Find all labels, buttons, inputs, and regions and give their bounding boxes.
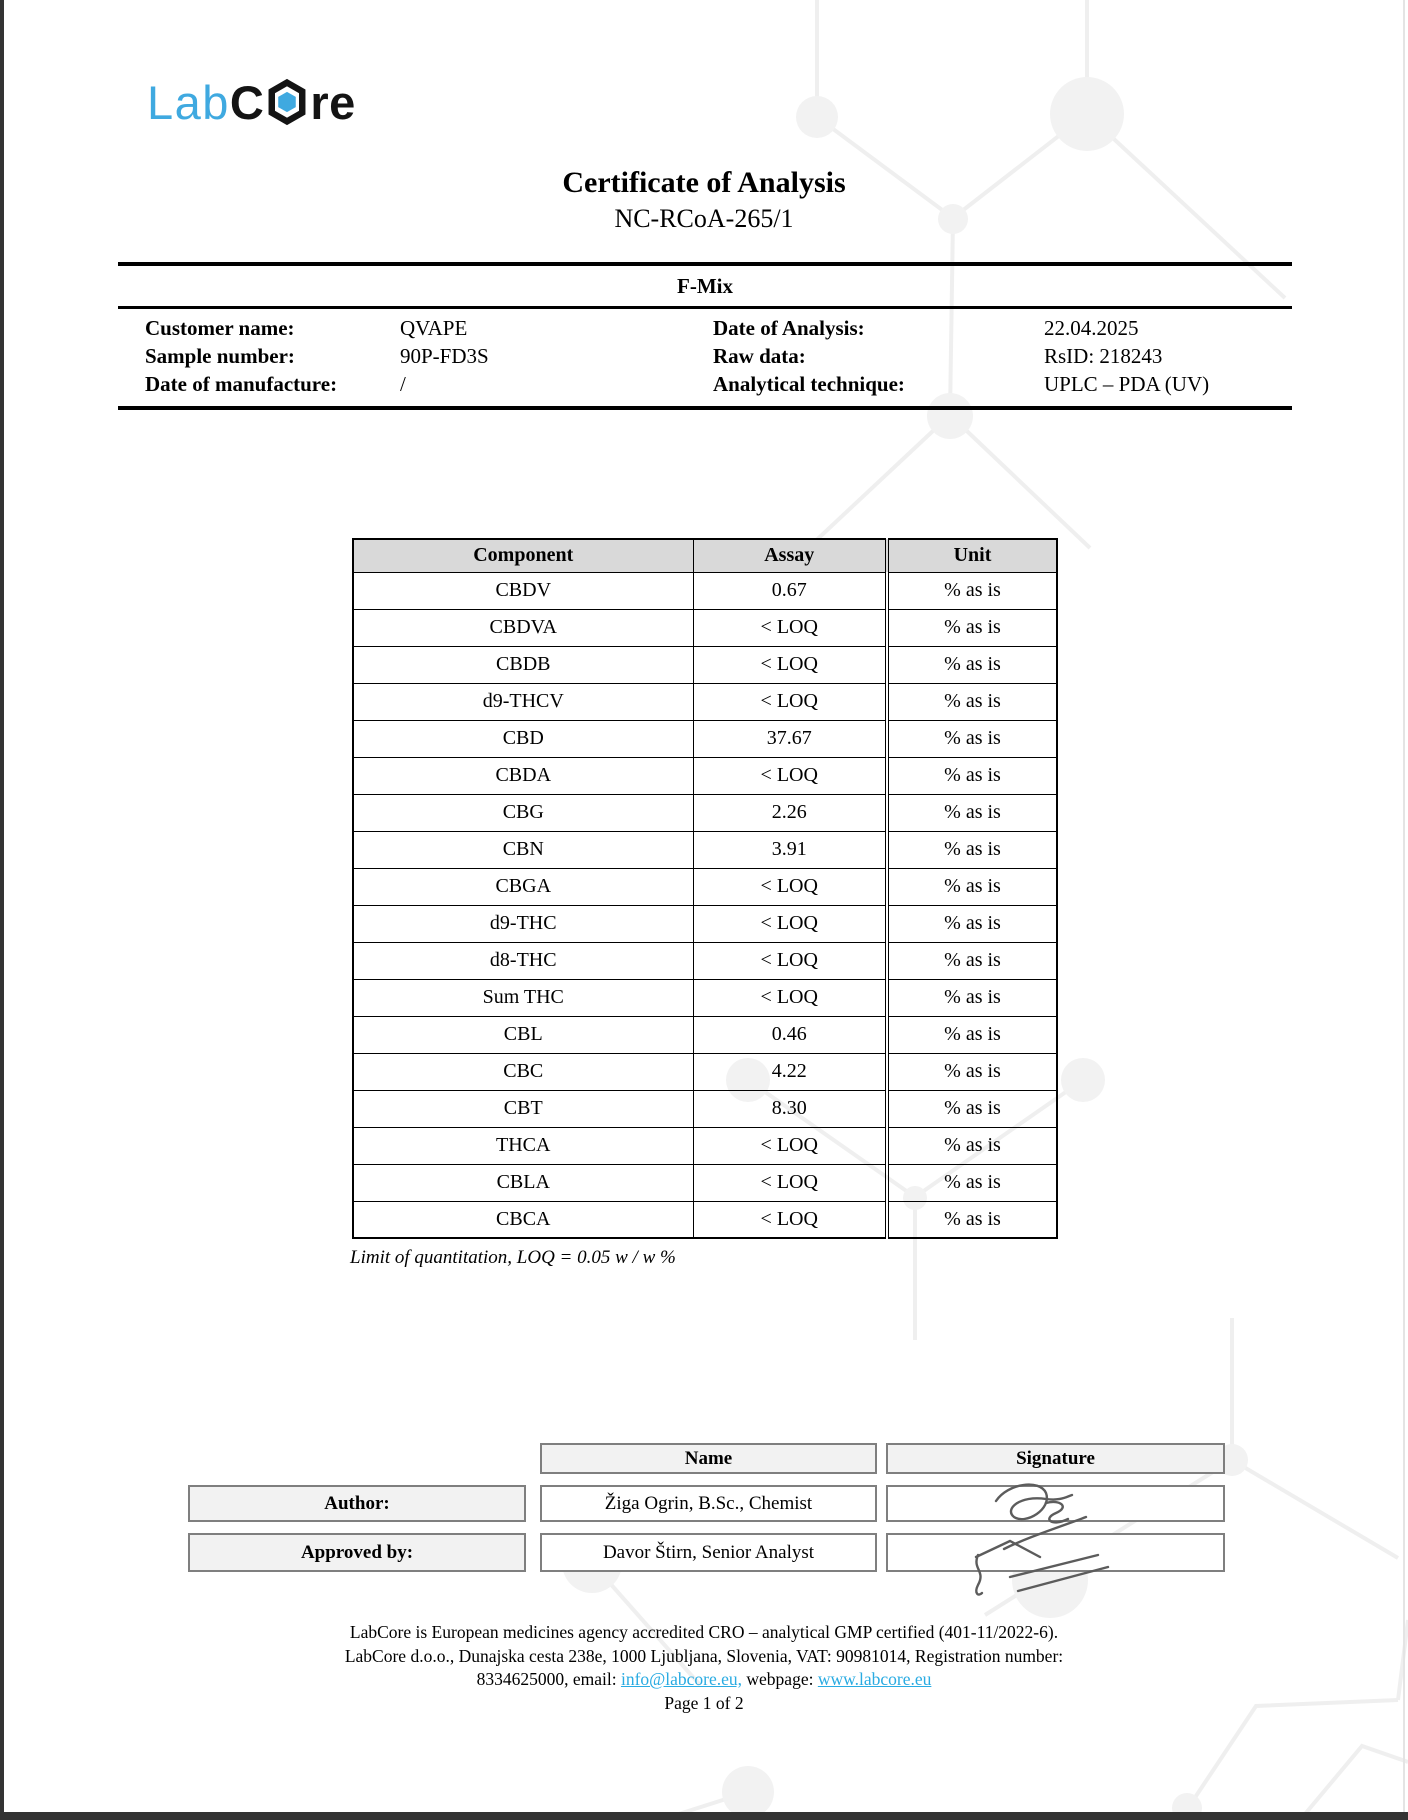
component-cell: CBCA <box>353 1201 693 1238</box>
author-name: Žiga Ogrin, B.Sc., Chemist <box>540 1485 877 1522</box>
component-cell: CBDA <box>353 757 693 794</box>
component-cell: d9-THC <box>353 905 693 942</box>
logo-core-re: re <box>310 75 356 129</box>
unit-cell: % as is <box>887 1201 1057 1238</box>
component-cell: CBL <box>353 1016 693 1053</box>
analytical-technique-label: Analytical technique: <box>713 372 905 396</box>
sample-info-grid <box>118 309 1292 406</box>
name-column-header: Name <box>540 1443 877 1474</box>
unit-cell: % as is <box>887 905 1057 942</box>
unit-cell: % as is <box>887 720 1057 757</box>
date-of-manufacture-value: / <box>400 372 406 396</box>
unit-cell: % as is <box>887 794 1057 831</box>
component-cell: CBGA <box>353 868 693 905</box>
results-row-d9-THC <box>353 905 1057 942</box>
component-cell: Sum THC <box>353 979 693 1016</box>
assay-cell: < LOQ <box>693 942 887 979</box>
page-left-border <box>0 0 4 1820</box>
logo-core-text <box>229 75 356 129</box>
results-row-CBDA <box>353 757 1057 794</box>
sample-name: F-Mix <box>118 266 1292 309</box>
unit-cell: % as is <box>887 831 1057 868</box>
labcore-logo <box>147 75 356 129</box>
assay-cell: < LOQ <box>693 1201 887 1238</box>
results-row-CBD <box>353 720 1057 757</box>
component-cell: CBDVA <box>353 609 693 646</box>
date-of-manufacture-label: Date of manufacture: <box>145 372 338 396</box>
results-row-CBDB <box>353 646 1057 683</box>
author-signature-cell <box>886 1485 1225 1522</box>
logo-core-c: C <box>229 75 265 129</box>
component-cell: CBD <box>353 720 693 757</box>
results-header-row <box>353 539 1057 572</box>
footer-contact-line <box>0 1668 1408 1692</box>
results-table <box>352 538 1058 1239</box>
assay-cell: 3.91 <box>693 831 887 868</box>
results-table-body <box>353 572 1057 1238</box>
email-link[interactable]: info@labcore.eu, <box>620 1669 743 1689</box>
page-bottom-border <box>0 1812 1408 1820</box>
assay-cell: < LOQ <box>693 1164 887 1201</box>
assay-cell: 4.22 <box>693 1053 887 1090</box>
unit-cell: % as is <box>887 868 1057 905</box>
assay-cell: 37.67 <box>693 720 887 757</box>
component-cell: d8-THC <box>353 942 693 979</box>
assay-cell: < LOQ <box>693 757 887 794</box>
component-cell: CBDV <box>353 572 693 609</box>
assay-cell: < LOQ <box>693 683 887 720</box>
logo-lab-text: Lab <box>147 75 230 129</box>
assay-cell: < LOQ <box>693 609 887 646</box>
raw-data-label: Raw data: <box>713 344 806 368</box>
page-right-border <box>1403 0 1405 1820</box>
title-block <box>0 166 1408 234</box>
signature-column-header: Signature <box>886 1443 1225 1474</box>
author-label: Author: <box>188 1485 526 1522</box>
assay-cell: < LOQ <box>693 979 887 1016</box>
unit-cell: % as is <box>887 979 1057 1016</box>
signature-area <box>188 1443 1227 1583</box>
hexagon-icon <box>266 78 308 126</box>
unit-cell: % as is <box>887 757 1057 794</box>
raw-data-value: RsID: 218243 <box>1044 344 1163 368</box>
assay-cell: 0.46 <box>693 1016 887 1053</box>
document-title: Certificate of Analysis <box>562 166 846 199</box>
results-row-CBGA <box>353 868 1057 905</box>
unit-cell: % as is <box>887 1090 1057 1127</box>
approved-by-label: Approved by: <box>188 1533 526 1572</box>
component-column-header: Component <box>353 539 693 572</box>
approved-signature-cell <box>886 1533 1225 1572</box>
unit-cell: % as is <box>887 609 1057 646</box>
page-number: Page 1 of 2 <box>664 1692 744 1713</box>
date-of-analysis-value: 22.04.2025 <box>1044 316 1139 340</box>
unit-cell: % as is <box>887 572 1057 609</box>
loq-footnote: Limit of quantitation, LOQ = 0.05 w / w % <box>350 1247 676 1268</box>
component-cell: CBG <box>353 794 693 831</box>
component-cell: THCA <box>353 1127 693 1164</box>
results-row-CBC <box>353 1053 1057 1090</box>
unit-cell: % as is <box>887 1127 1057 1164</box>
assay-cell: < LOQ <box>693 868 887 905</box>
results-row-CBL <box>353 1016 1057 1053</box>
sample-info-table <box>118 262 1292 410</box>
component-cell: d9-THCV <box>353 683 693 720</box>
assay-cell: 8.30 <box>693 1090 887 1127</box>
customer-name-label: Customer name: <box>145 316 295 340</box>
results-row-CBDVA <box>353 609 1057 646</box>
results-row-CBG <box>353 794 1057 831</box>
unit-cell: % as is <box>887 1053 1057 1090</box>
results-row-d8-THC <box>353 942 1057 979</box>
unit-column-header: Unit <box>887 539 1057 572</box>
footer-address-line: LabCore d.o.o., Dunajska cesta 238e, 1000 Ljubljana, Slovenia, VAT: 90981014, Registration number: <box>344 1645 1064 1666</box>
document-number: NC-RCoA-265/1 <box>614 204 794 233</box>
assay-cell: 2.26 <box>693 794 887 831</box>
component-cell: CBT <box>353 1090 693 1127</box>
unit-cell: % as is <box>887 683 1057 720</box>
sample-number-value: 90P-FD3S <box>400 344 489 368</box>
component-cell: CBN <box>353 831 693 868</box>
unit-cell: % as is <box>887 646 1057 683</box>
footer-webpage-text: webpage: <box>742 1669 818 1689</box>
customer-name-value: QVAPE <box>400 316 468 340</box>
assay-cell: 0.67 <box>693 572 887 609</box>
component-cell: CBLA <box>353 1164 693 1201</box>
assay-column-header: Assay <box>693 539 887 572</box>
assay-cell: < LOQ <box>693 905 887 942</box>
results-row-CBT <box>353 1090 1057 1127</box>
page-footer <box>0 1621 1408 1715</box>
component-cell: CBDB <box>353 646 693 683</box>
unit-cell: % as is <box>887 942 1057 979</box>
results-row-THCA <box>353 1127 1057 1164</box>
footer-accreditation-line: LabCore is European medicines agency accredited CRO – analytical GMP certified (401-11/2022-6). <box>349 1622 1059 1642</box>
unit-cell: % as is <box>887 1016 1057 1053</box>
sample-number-label: Sample number: <box>145 344 295 368</box>
footer-phone-text: 8334625000, email: <box>476 1669 621 1689</box>
results-row-CBN <box>353 831 1057 868</box>
analytical-technique-value: UPLC – PDA (UV) <box>1044 372 1210 396</box>
results-row-Sum THC <box>353 979 1057 1016</box>
date-of-analysis-label: Date of Analysis: <box>713 316 865 340</box>
webpage-link[interactable]: www.labcore.eu <box>817 1669 932 1689</box>
assay-cell: < LOQ <box>693 646 887 683</box>
component-cell: CBC <box>353 1053 693 1090</box>
assay-cell: < LOQ <box>693 1127 887 1164</box>
results-row-d9-THCV <box>353 683 1057 720</box>
results-row-CBDV <box>353 572 1057 609</box>
results-row-CBLA <box>353 1164 1057 1201</box>
results-row-CBCA <box>353 1201 1057 1238</box>
approved-by-name: Davor Štirn, Senior Analyst <box>540 1533 877 1572</box>
unit-cell: % as is <box>887 1164 1057 1201</box>
